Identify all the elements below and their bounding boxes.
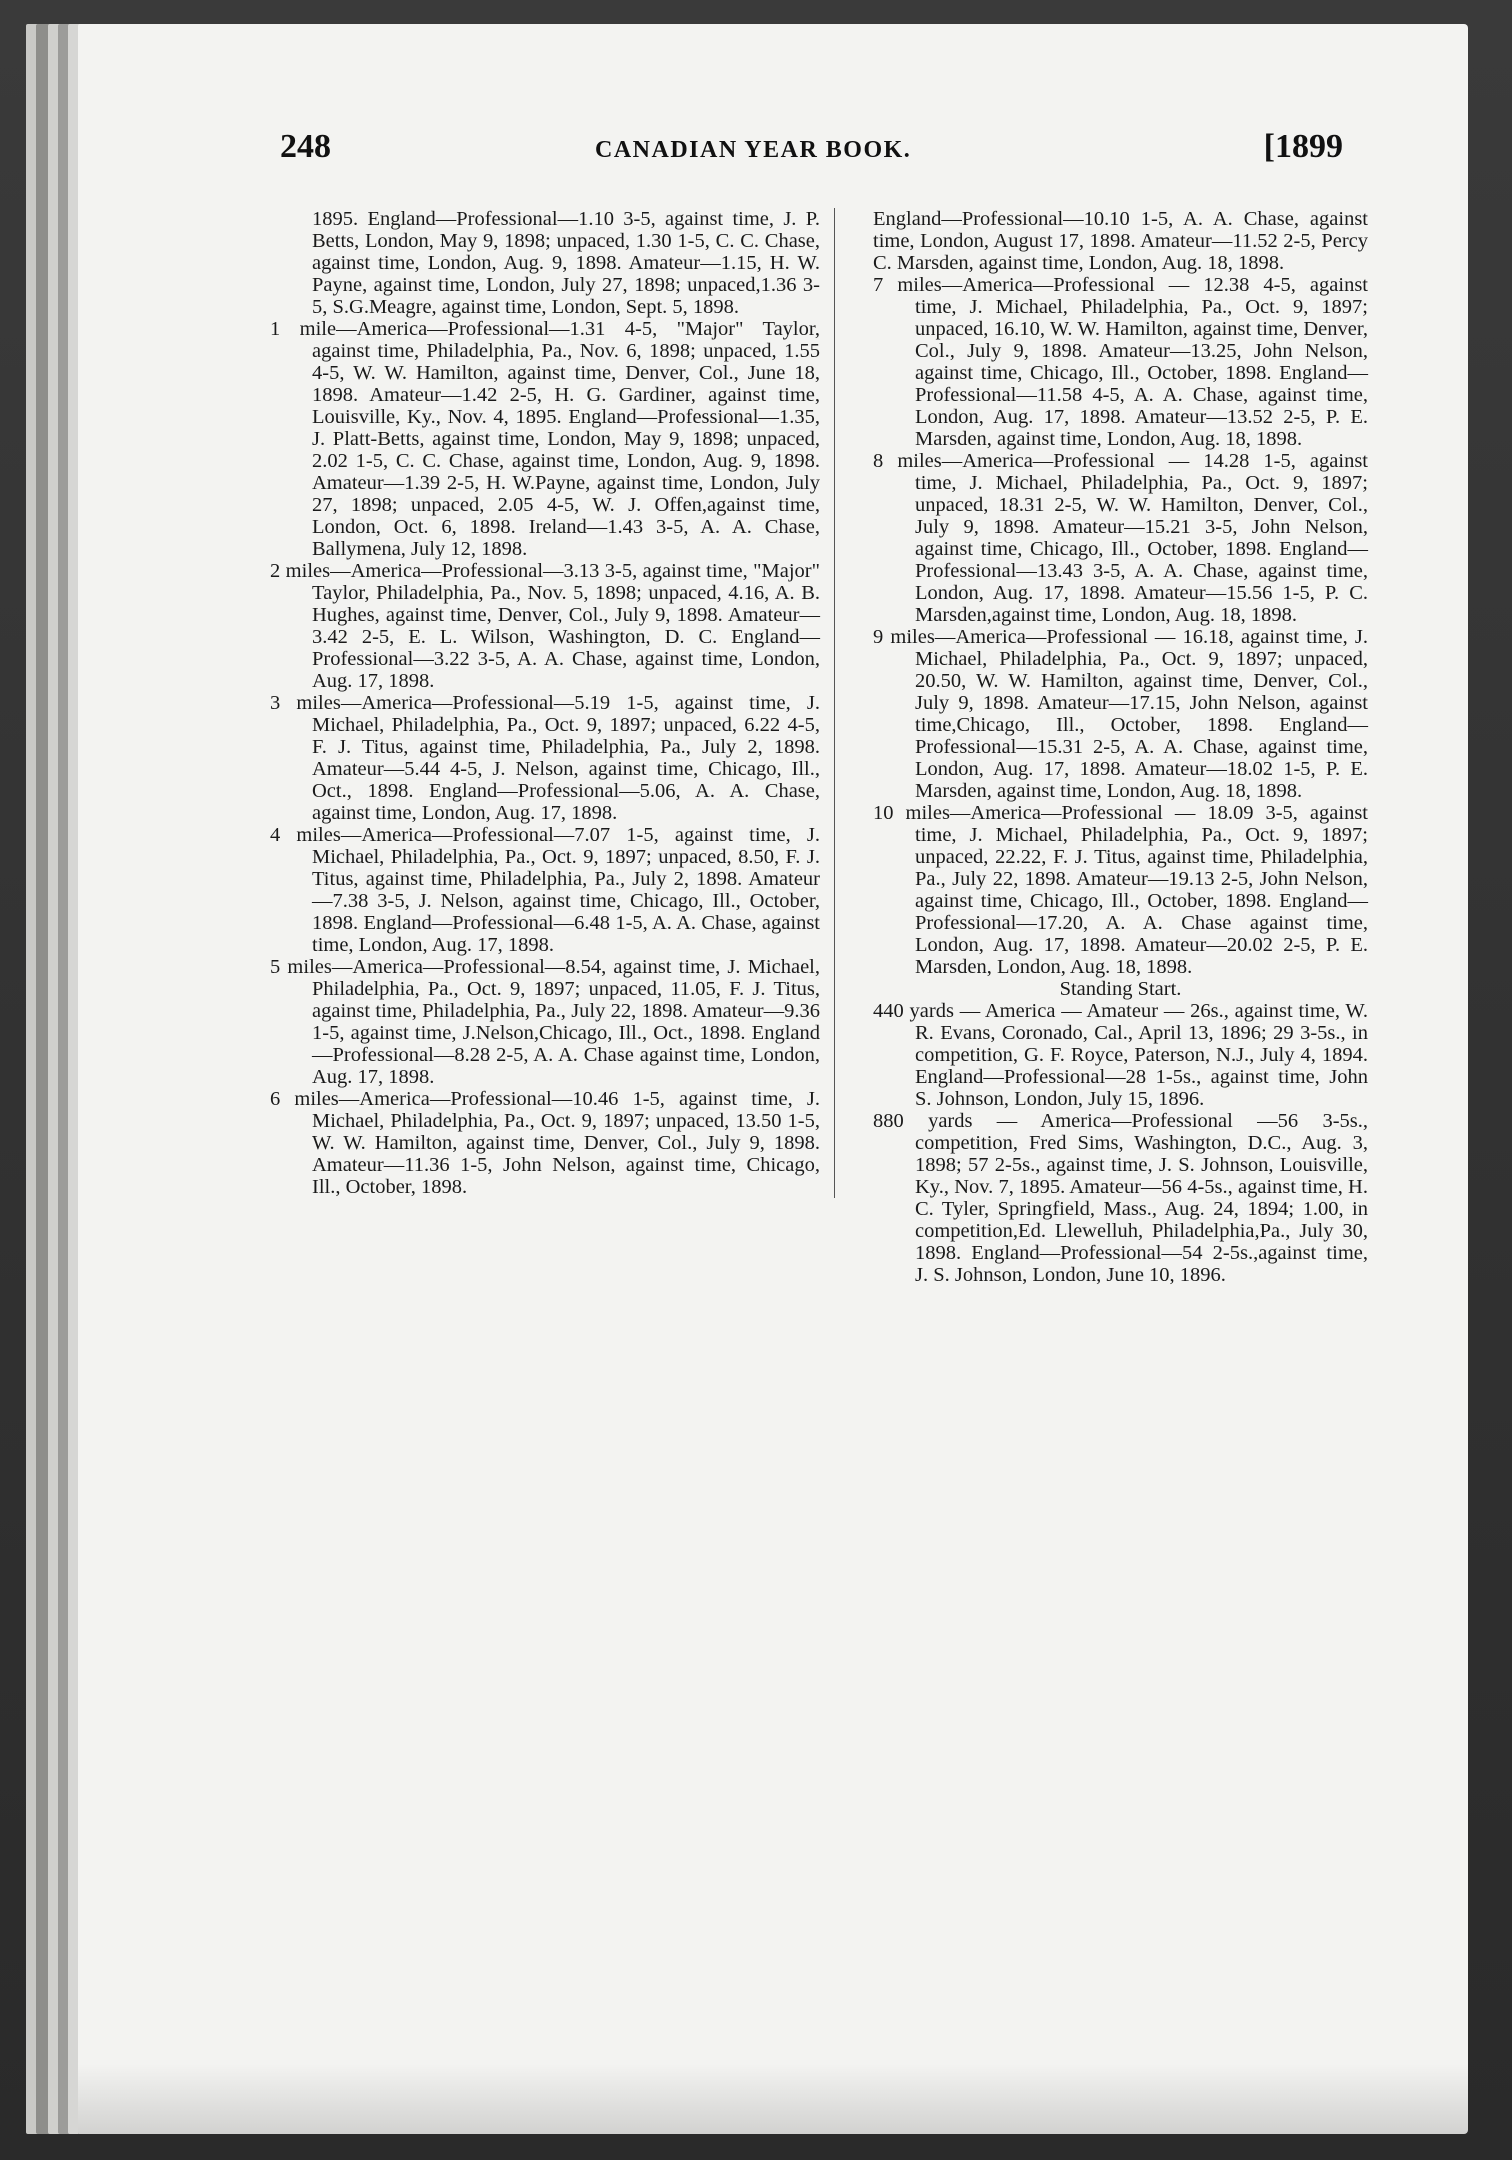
record-entry: 7 miles—America—Professional — 12.38 4-5, against time, J. Michael, Philadelphia, Pa., Oct. 9, 1897; unpaced, 16.10, W. W. Hamilton, against time, Denver, Col., July 9, 1898. Amateur—13.25, John Nelson, against time, Chicago, Ill., October, 1898. England—Professional—11.58 4-5, A. A. Chase, against time, London, Aug. 17, 1898. Amateur—13.52 2-5, P. E. Marsden, against time, London, Aug. 18, 1898. [873,274,1368,450]
record-entry: 1895. England—Professional—1.10 3-5, against time, J. P. Betts, London, May 9, 1898; unpaced, 1.30 1-5, C. C. Chase, against time, London, Aug. 9, 1898. Amateur—1.15, H. W. Payne, against time, London, July 27, 1898; unpaced,1.36 3-5, S.G.Meagre, against time, London, Sept. 5, 1898. [312,208,820,318]
distance-label: 6 miles [270,1088,339,1110]
running-year: [1899 [1263,128,1343,165]
section-heading: Standing Start. [1059,978,1182,1000]
record-entry: 440 yards — America — Amateur — 26s., against time, W. R. Evans, Coronado, Cal., April 13, 1896; 29 3-5s., in competition, G. F. Royce, Paterson, N.J., July 4, 1894. England—Professional—28 1-5s., against time, John S. Johnson, London, July 15, 1896. [873,1000,1368,1110]
record-entry: 6 miles—America—Professional—10.46 1-5, against time, J. Michael, Philadelphia, Pa., Oct. 9, 1897; unpaced, 13.50 1-5, W. W. Hamilton, against time, Denver, Col., July 9, 1898. Amateur—11.36 1-5, John Nelson, against time, Chicago, Ill., October, 1898. [270,1088,820,1198]
record-entry: 9 miles—America—Professional — 16.18, against time, J. Michael, Philadelphia, Pa., Oct. 9, 1897; unpaced, 20.50, W. W. Hamilton, against time, Denver, Col., July 9, 1898. Amateur—17.15, John Nelson, against time,Chicago, Ill., October, 1898. England—Professional—15.31 2-5, A. A. Chase, against time, London, Aug. 17, 1898. Amateur—18.02 1-5, P. E. Marsden, against time, London, Aug. 18, 1898. [873,626,1368,802]
distance-label: 3 miles [270,692,341,714]
record-entry: 8 miles—America—Professional — 14.28 1-5, against time, J. Michael, Philadelphia, Pa., Oct. 9, 1897; unpaced, 18.31 2-5, W. W. Hamilton, Denver, Col., July 9, 1898. Amateur—15.21 3-5, John Nelson, against time, Chicago, Ill., October, 1898. England—Professional—13.43 3-5, A. A. Chase, against time, London, Aug. 17, 1898. Amateur—15.56 1-5, P. C. Marsden,against time, London, Aug. 18, 1898. [873,450,1368,626]
distance-label: 5 miles [270,956,332,978]
record-entry: 5 miles—America—Professional—8.54, against time, J. Michael, Philadelphia, Pa., Oct. 9, 1897; unpaced, 11.05, F. J. Titus, against time, Philadelphia, Pa., July 22, 1898. Amateur—9.36 1-5, against time, J.Nelson,Chicago, Ill., Oct., 1898. England—Professional—8.28 2-5, A. A. Chase against time, London, Aug. 17, 1898. [270,956,820,1088]
distance-label: 8 [873,450,884,472]
record-entry: 880 yards — America—Professional —56 3-5s., competition, Fred Sims, Washington, D.C., Aug. 3, 1898; 57 2-5s., against time, J. S. Johnson, Louisville, Ky., Nov. 7, 1895. Amateur—56 4-5s., against time, H. C. Tyler, Springfield, Mass., Aug. 24, 1894; 1.00, in competition,Ed. Llewelluh, Philadelphia,Pa., July 30, 1898. England—Professional—54 2-5s.,against time, J. S. Johnson, London, June 10, 1896. [873,1110,1369,1286]
distance-label: 10 [873,802,894,824]
distance-label: 7 [873,274,884,296]
record-entry: 3 miles—America—Professional—5.19 1-5, against time, J. Michael, Philadelphia, Pa., Oct. 9, 1897; unpaced, 6.22 4-5, F. J. Titus, against time, Philadelphia, Pa., July 2, 1898. Amateur—5.44 4-5, J. Nelson, against time, Chicago, Ill., Oct., 1898. England—Professional—5.06, A. A. Chase, against time, London, Aug. 17, 1898. [270,692,820,824]
left-column [270,208,835,1198]
distance-label: 1 mile [270,318,337,340]
record-entry: England—Professional—10.10 1-5, A. A. Chase, against time, London, August 17, 1898. Amateur—11.52 2-5, Percy C. Marsden, against time, London, Aug. 18, 1898. [873,208,1368,274]
distance-label: 9 [873,626,884,648]
distance-label: 880 [873,1110,904,1132]
record-entry: 4 miles—America—Professional—7.07 1-5, against time, J. Michael, Philadelphia, Pa., Oct. 9, 1897; unpaced, 8.50, F. J. Titus, against time, Philadelphia, Pa., July 2, 1898. Amateur—7.38 3-5, J. Nelson, against time, Chicago, Ill., October, 1898. England—Professional—6.48 1-5, A. A. Chase, against time, London, Aug. 17, 1898. [270,824,820,956]
distance-label: 4 miles [270,824,341,846]
record-entry: 2 miles—America—Professional—3.13 3-5, against time, "Major" Taylor, Philadelphia, Pa., Nov. 5, 1898; unpaced, 4.16, A. B. Hughes, against time, Denver, Col., July 9, 1898. Amateur—3.42 2-5, E. L. Wilson, Washington, D. C. England—Professional—3.22 3-5, A. A. Chase, against time, London, Aug. 17, 1898. [270,560,820,692]
running-title: CANADIAN YEAR BOOK. [595,137,912,163]
distance-label: 440 [873,1000,904,1022]
record-entry: 1 mile—America—Professional—1.31 4-5, "Major" Taylor, against time, Philadelphia, Pa., Nov. 6, 1898; unpaced, 1.55 4-5, W. W. Hamilton, against time, Denver, Col., June 18, 1898. Amateur—1.42 2-5, H. G. Gardiner, against time, Louisville, Ky., Nov. 4, 1895. England—Professional—1.35, J. Platt-Betts, against time, London, May 9, 1898; unpaced, 2.02 1-5, C. C. Chase, against time, London, Aug. 9, 1898. Amateur—1.39 2-5, H. W.Payne, against time, London, July 27, 1898; unpaced, 2.05 4-5, W. J. Offen,against time, London, Oct. 6, 1898. Ireland—1.43 3-5, A. A. Chase, Ballymena, July 12, 1898. [270,318,821,560]
record-entry: 10 miles—America—Professional — 18.09 3-5, against time, J. Michael, Philadelphia, Pa., Oct. 9, 1897; unpaced, 22.22, F. J. Titus, against time, Philadelphia, Pa., July 22, 1898. Amateur—19.13 2-5, John Nelson, against time, Chicago, Ill., October, 1898. England—Professional—17.20, A. A. Chase against time, London, Aug. 17, 1898. Amateur—20.02 2-5, P. E. Marsden, London, Aug. 18, 1898. [873,802,1369,978]
page-header [210,128,1370,172]
distance-label: 2 miles [270,560,331,582]
right-column [873,208,1368,1286]
page-number: 248 [280,128,331,165]
